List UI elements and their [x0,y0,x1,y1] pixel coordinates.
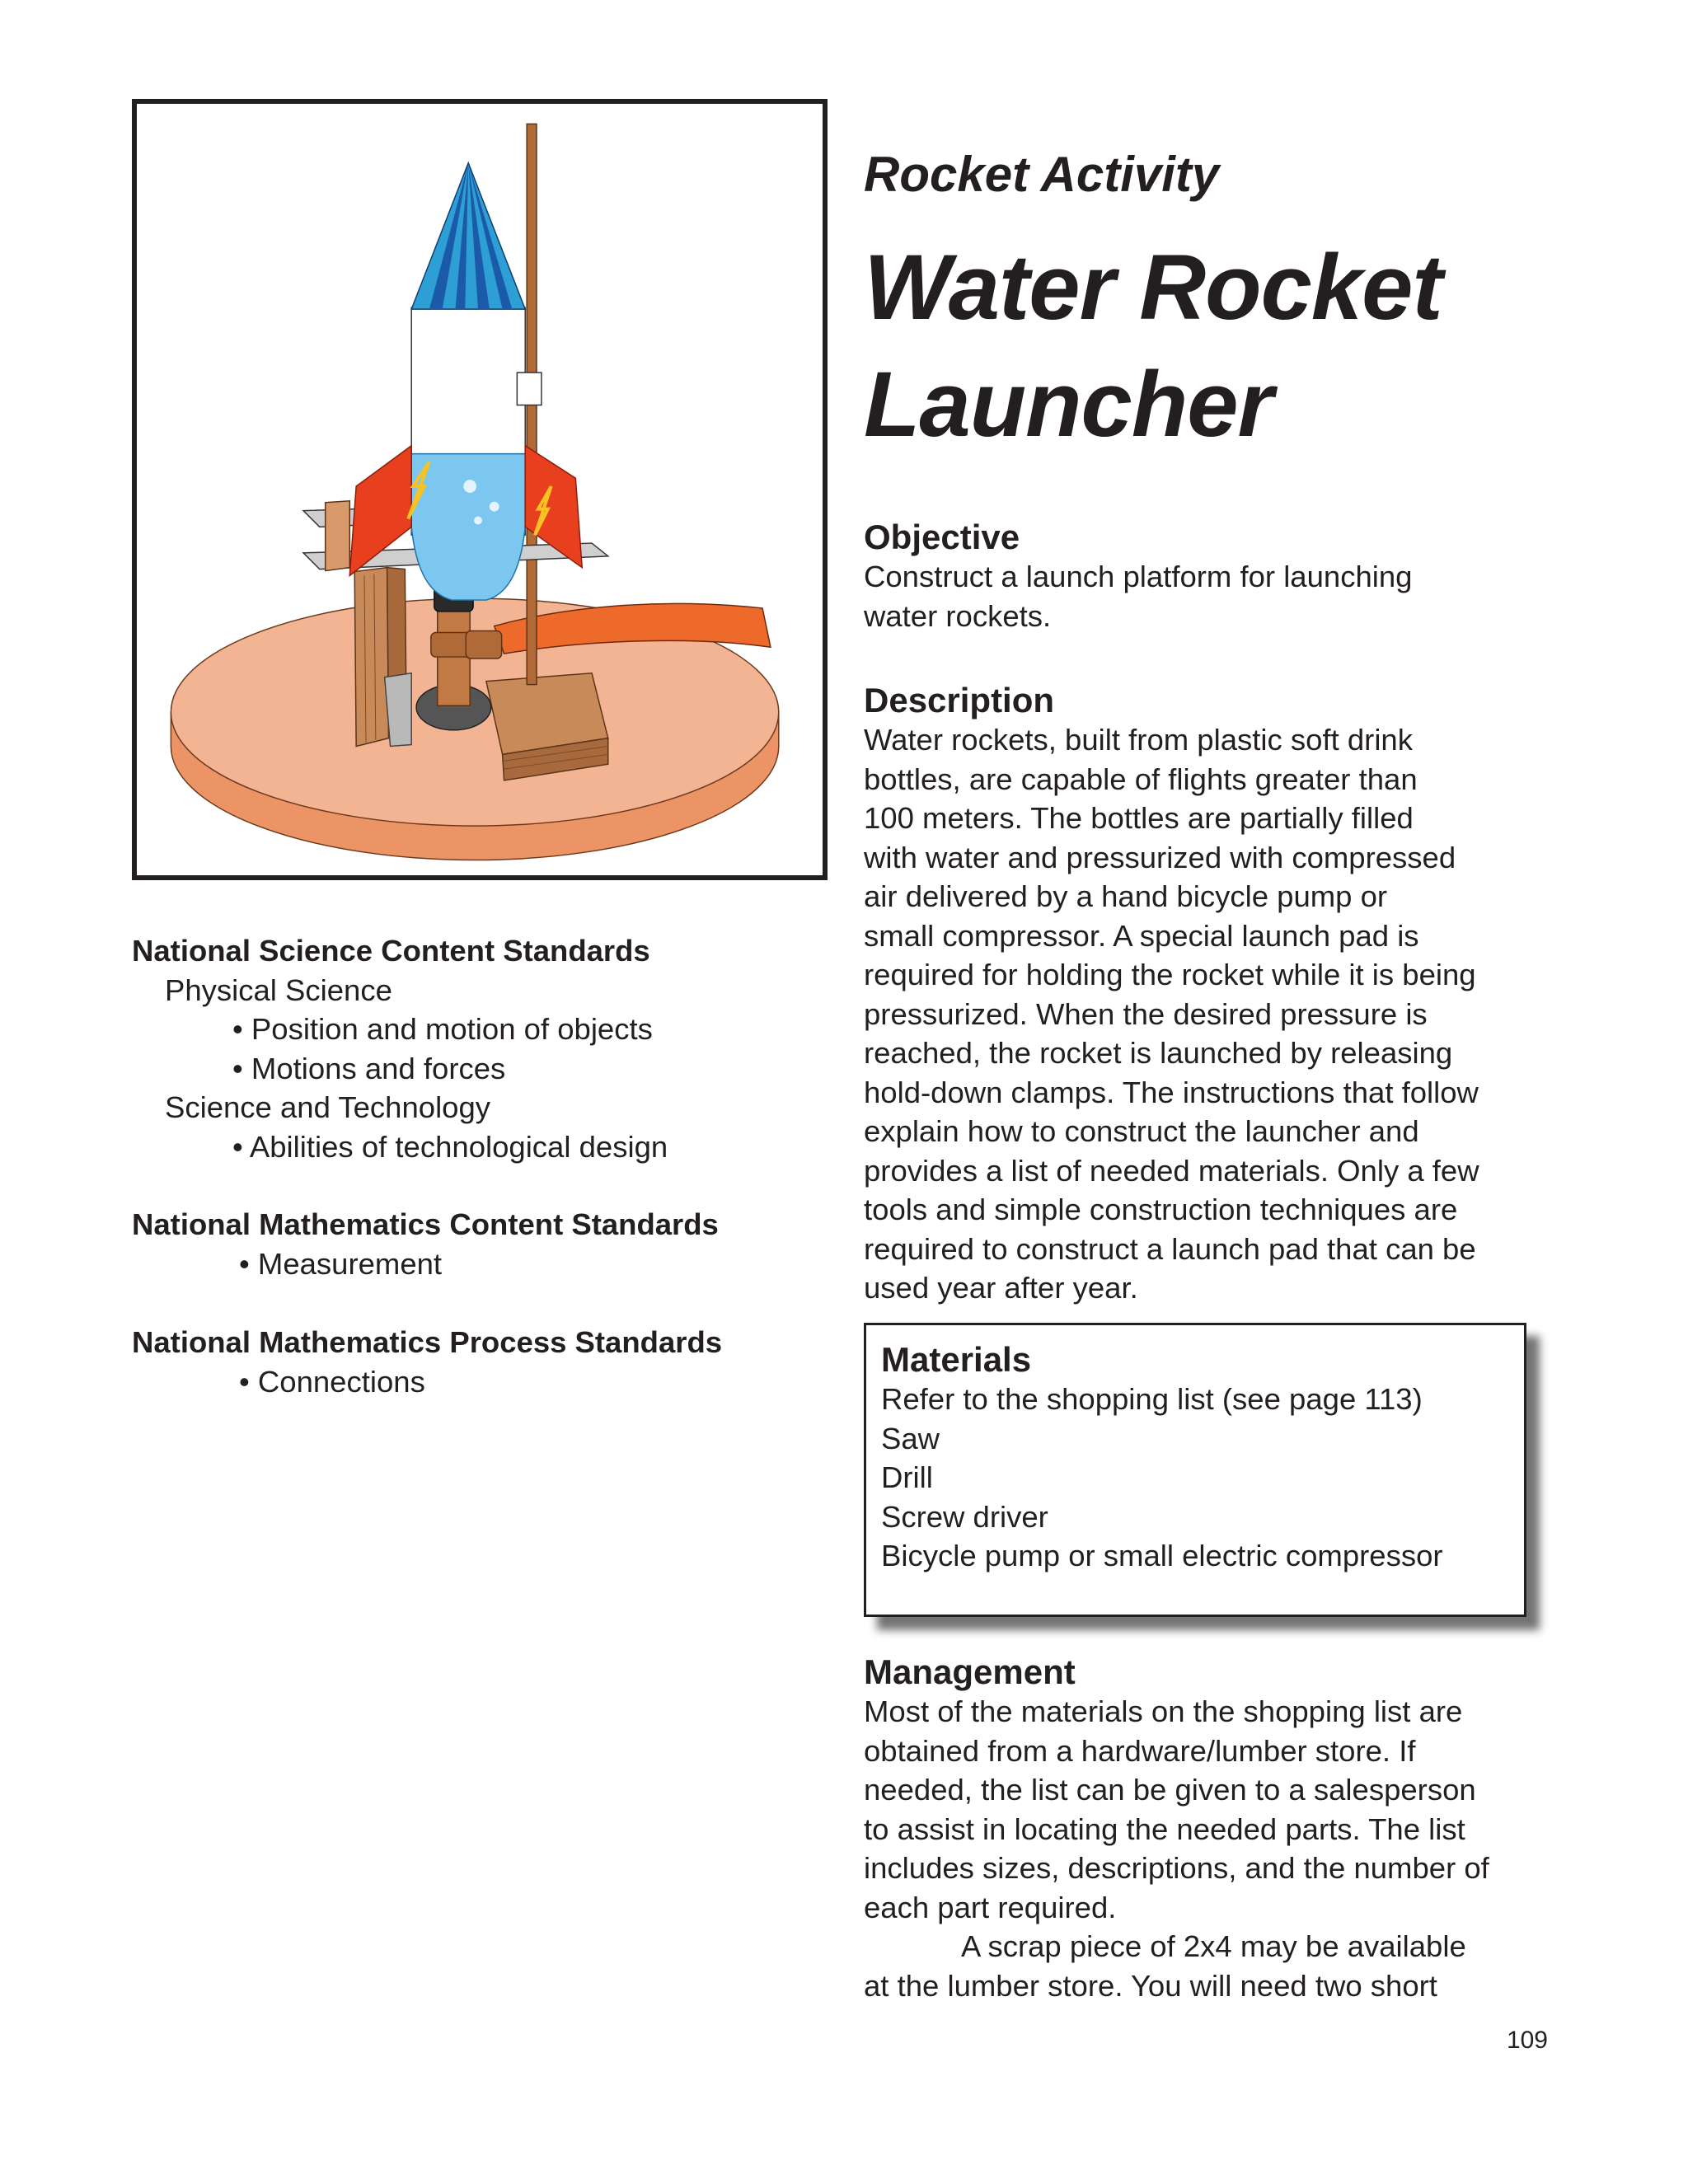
standards-item: • Position and motion of objects [232,1012,653,1046]
objective-text [864,557,1589,635]
rocket [349,163,582,600]
standards-item: • Connections [239,1364,425,1399]
text-line: Most of the materials on the shopping list are [864,1694,1463,1728]
math-process-standards [132,1323,841,1401]
page-title [864,229,1442,463]
management-section [864,1652,1589,2005]
materials-item: Bicycle pump or small electric compressor [881,1539,1443,1572]
text-line: to assist in locating the needed parts. The list [864,1811,1465,1846]
management-heading: Management [864,1652,1076,1691]
science-standards [132,931,841,1166]
text-line: includes sizes, descriptions, and the number of [864,1851,1489,1885]
text-line: reached, the rocket is launched by releasing [864,1036,1453,1070]
text-line: air delivered by a hand bicycle pump or [864,879,1388,913]
text-line: hold-down clamps. The instructions that follow [864,1075,1479,1109]
objective-heading: Objective [864,518,1020,556]
text-line: water rockets. [864,598,1052,633]
standards-category: Physical Science [165,972,392,1007]
text-line: small compressor. A special launch pad is [864,918,1419,953]
materials-item: Drill [881,1460,933,1494]
text-line: tools and simple construction techniques are [864,1193,1458,1226]
materials-box [864,1323,1526,1617]
text-line: explain how to construct the launcher and [864,1114,1419,1148]
launcher-drawing [137,104,823,875]
text-line: 100 meters. The bottles are partially filled [864,801,1414,835]
standards-item: • Abilities of technological design [232,1129,668,1164]
materials-item: Saw [881,1421,940,1455]
title-line: Water Rocket [864,236,1442,339]
math-content-heading: National Mathematics Content Standards [132,1207,719,1241]
objective-section [864,518,1589,635]
text-line: Water rockets, built from plastic soft drink [864,723,1413,757]
text-line: obtained from a hardware/lumber store. If [864,1733,1416,1768]
math-process-heading: National Mathematics Process Standards [132,1325,723,1359]
text-line: at the lumber store. You will need two short [864,1968,1437,2003]
text-line: needed, the list can be given to a salesperson [864,1773,1476,1807]
standards-item: • Motions and forces [232,1051,506,1085]
text-line: each part required. [864,1890,1117,1924]
text-line: used year after year. [864,1271,1138,1305]
text-line: Construct a launch platform for launching [864,560,1413,593]
science-standards-heading: National Science Content Standards [132,934,650,968]
text-line: pressurized. When the desired pressure is [864,996,1428,1031]
management-text [864,1692,1589,2005]
standards-category: Science and Technology [165,1090,491,1124]
materials-item: Screw driver [881,1499,1048,1534]
text-line: bottles, are capable of flights greater than [864,762,1418,796]
launcher-illustration [132,99,828,880]
text-line: with water and pressurized with compressed [864,840,1456,874]
text-line: provides a list of needed materials. Only a few [864,1153,1479,1188]
page-number: 109 [1506,2027,1548,2054]
description-text [864,720,1589,1308]
standards-item: • Measurement [239,1246,443,1281]
math-content-standards [132,1205,841,1283]
title-line: Launcher [864,353,1273,456]
description-section [864,681,1589,1308]
materials-heading: Materials [881,1340,1032,1379]
activity-kicker: Rocket Activity [864,147,1220,202]
text-line: A scrap piece of 2x4 may be available [961,1929,1466,1963]
text-line: required to construct a launch pad that can be [864,1231,1476,1266]
text-line: required for holding the rocket while it is being [864,958,1476,991]
materials-item: Refer to the shopping list (see page 113) [881,1382,1423,1416]
description-heading: Description [864,681,1055,719]
